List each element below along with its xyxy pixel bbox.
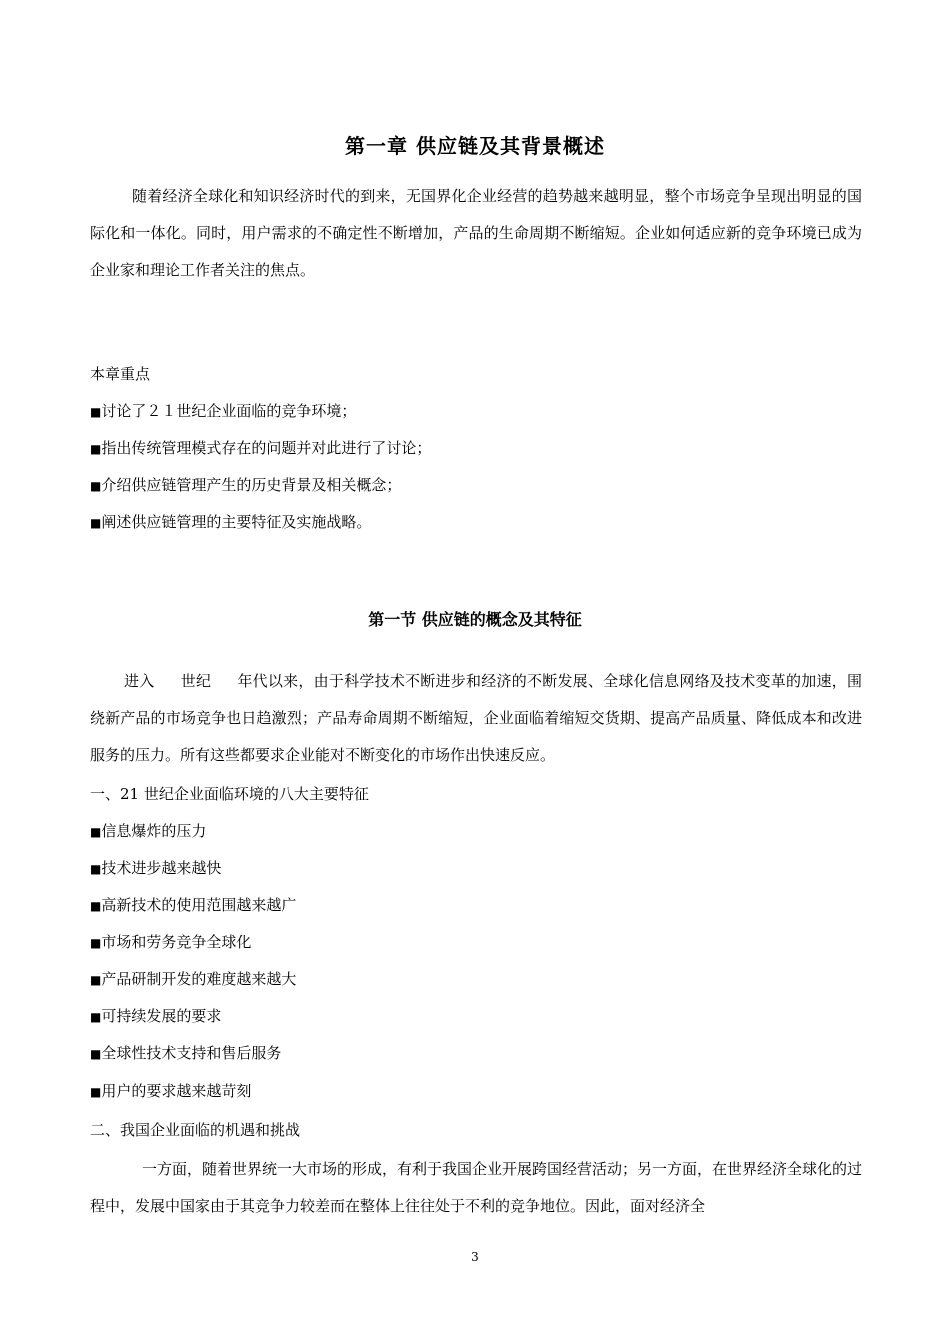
feature-item — [90, 895, 296, 916]
subsection-heading-1: 一、21 世纪企业面临环境的八大主要特征 — [90, 785, 369, 803]
bullet-square-icon: ■ — [90, 405, 102, 419]
key-point-text: 指出传统管理模式存在的问题并对此进行了讨论； — [101, 439, 432, 457]
bullet-square-icon: ■ — [90, 973, 102, 987]
key-point-item — [90, 401, 356, 422]
bullet-square-icon: ■ — [90, 442, 102, 456]
feature-text: 技术进步越来越快 — [101, 859, 222, 877]
page-number: 3 — [471, 1250, 479, 1264]
feature-text: 高新技术的使用范围越来越广 — [101, 896, 297, 914]
key-point-text: 介绍供应链管理产生的历史背景及相关概念； — [101, 476, 402, 494]
feature-text: 产品研制开发的难度越来越大 — [101, 970, 297, 988]
bullet-square-icon: ■ — [90, 1010, 102, 1024]
key-points-heading: 本章重点 — [90, 365, 151, 383]
bullet-square-icon: ■ — [90, 899, 102, 913]
bullet-square-icon: ■ — [90, 1047, 102, 1061]
key-point-item — [90, 512, 371, 533]
feature-item — [90, 969, 296, 990]
key-point-item — [90, 475, 401, 496]
feature-text: 信息爆炸的压力 — [101, 822, 207, 840]
feature-item — [90, 1081, 251, 1102]
bullet-square-icon: ■ — [90, 479, 102, 493]
section-title: 第一节 供应链的概念及其特征 — [368, 610, 582, 629]
section-intro-part1: 进入 — [124, 672, 155, 690]
key-point-text: 讨论了２１世纪企业面临的竞争环境； — [101, 402, 357, 420]
feature-item — [90, 858, 221, 879]
section-intro-paragraph — [90, 663, 862, 774]
section-intro-part3: 年代以来，由于科学技术不断进步和经济的不断发展、全球化信息网络及技术变革的加速，围绕新产品的市场竞争也日趋激烈；产品寿命周期不断缩短，企业面临着缩短交货期、提高产品质量、降低成本和改进服务的压力。所有这些都要求企业能对不断变化的市场作出快速反应。 — [90, 672, 862, 764]
feature-text: 可持续发展的要求 — [101, 1007, 222, 1025]
key-point-item — [90, 438, 431, 459]
subsection-2-paragraph: 一方面，随着世界统一大市场的形成，有利于我国企业开展跨国经营活动；另一方面，在世界经济全球化的过程中，发展中国家由于其竞争力较差而在整体上往往处于不利的竞争地位。因此，面对经济全 — [90, 1160, 863, 1215]
key-point-text: 阐述供应链管理的主要特征及实施战略。 — [101, 513, 372, 531]
feature-item — [90, 821, 206, 842]
feature-item — [90, 1043, 281, 1064]
bullet-square-icon: ■ — [90, 862, 102, 876]
bullet-square-icon: ■ — [90, 936, 102, 950]
bullet-square-icon: ■ — [90, 825, 102, 839]
section-intro-part2: 世纪 — [180, 672, 212, 690]
bullet-square-icon: ■ — [90, 516, 102, 530]
feature-text: 用户的要求越来越苛刻 — [101, 1082, 252, 1100]
feature-item — [90, 932, 251, 953]
chapter-intro-paragraph: 随着经济全球化和知识经济时代的到来，无国界化企业经营的趋势越来越明显，整个市场竞争呈现出明显的国际化和一体化。同时，用户需求的不确定性不断增加，产品的生命周期不断缩短。企业如何适应新的竞争环境已成为企业家和理论工作者关注的焦点。 — [90, 187, 862, 279]
subsection-heading-2: 二、我国企业面临的机遇和挑战 — [90, 1121, 301, 1139]
feature-text: 全球性技术支持和售后服务 — [101, 1044, 282, 1062]
feature-text: 市场和劳务竞争全球化 — [101, 933, 252, 951]
bullet-square-icon: ■ — [90, 1085, 102, 1099]
chapter-title: 第一章 供应链及其背景概述 — [345, 134, 605, 158]
feature-item — [90, 1006, 221, 1027]
